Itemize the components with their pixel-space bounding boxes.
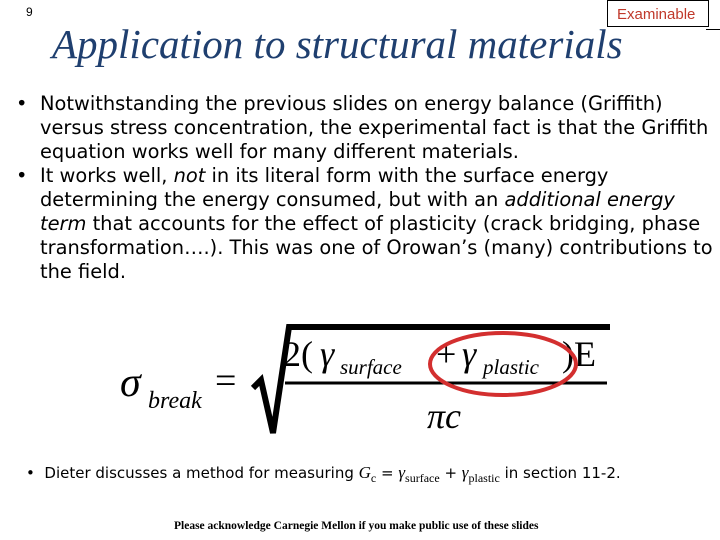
- bullet-list: [14, 92, 714, 284]
- bullet-text-italic: not: [173, 164, 206, 187]
- bullet-text-part: in its literal form with the surface energy determining the energy consumed, but with an: [40, 164, 609, 211]
- footnote-plastic-subscript: plastic: [468, 471, 500, 485]
- footnote-text-end: in section 11-2.: [499, 464, 621, 482]
- bullet-item-griffith: [14, 92, 714, 164]
- numerator-prefix: 2(: [283, 334, 313, 374]
- sigma-subscript: break: [148, 388, 202, 414]
- footnote-bullet: [26, 463, 621, 486]
- footnote-text: Dieter discusses a method for measuring: [44, 464, 359, 482]
- bullet-text-part: that accounts for the effect of plasticity (crack bridging, phase transformation….). This was one of Orowan’s (many) contributions to the field.: [40, 212, 713, 283]
- footnote-plus: +: [439, 464, 462, 482]
- gamma-plastic: γ: [462, 334, 477, 374]
- bullet-item-plasticity: [14, 164, 714, 284]
- gc-subscript: c: [370, 471, 377, 485]
- tag-underline: [706, 29, 720, 30]
- footnote-gamma-1: γ: [398, 463, 406, 482]
- griffith-equation: [115, 318, 615, 443]
- footnote-bullet-marker: •: [26, 464, 45, 482]
- numerator-suffix: )E: [562, 334, 596, 374]
- footnote-equals: =: [376, 464, 399, 482]
- page-title: Application to structural materials: [52, 21, 623, 67]
- denominator: πc: [427, 396, 462, 436]
- surface-subscript: surface: [340, 355, 402, 379]
- footnote-gamma-2: γ: [461, 463, 469, 482]
- sigma-symbol: σ: [120, 360, 141, 406]
- examinable-tag: Examinable: [617, 6, 696, 23]
- bullet-text-part: It works well,: [40, 164, 174, 187]
- footnote-surface-subscript: surface: [405, 471, 440, 485]
- gamma-surface: γ: [320, 334, 335, 374]
- bullet-text: Notwithstanding the previous slides on energy balance (Griffith) versus stress concentration, the experimental fact is that the Griffith equation works well for many different materials.: [40, 92, 709, 163]
- equals-sign: =: [215, 360, 237, 402]
- plastic-subscript: plastic: [483, 355, 539, 379]
- bullet-text-italic: additional energy term: [40, 188, 675, 235]
- acknowledgement-footer: Please acknowledge Carnegie Mellon if you make public use of these slides: [174, 520, 539, 532]
- slide-number: 9: [26, 5, 33, 19]
- plus-sign: +: [436, 334, 457, 374]
- gc-symbol: G: [358, 463, 371, 482]
